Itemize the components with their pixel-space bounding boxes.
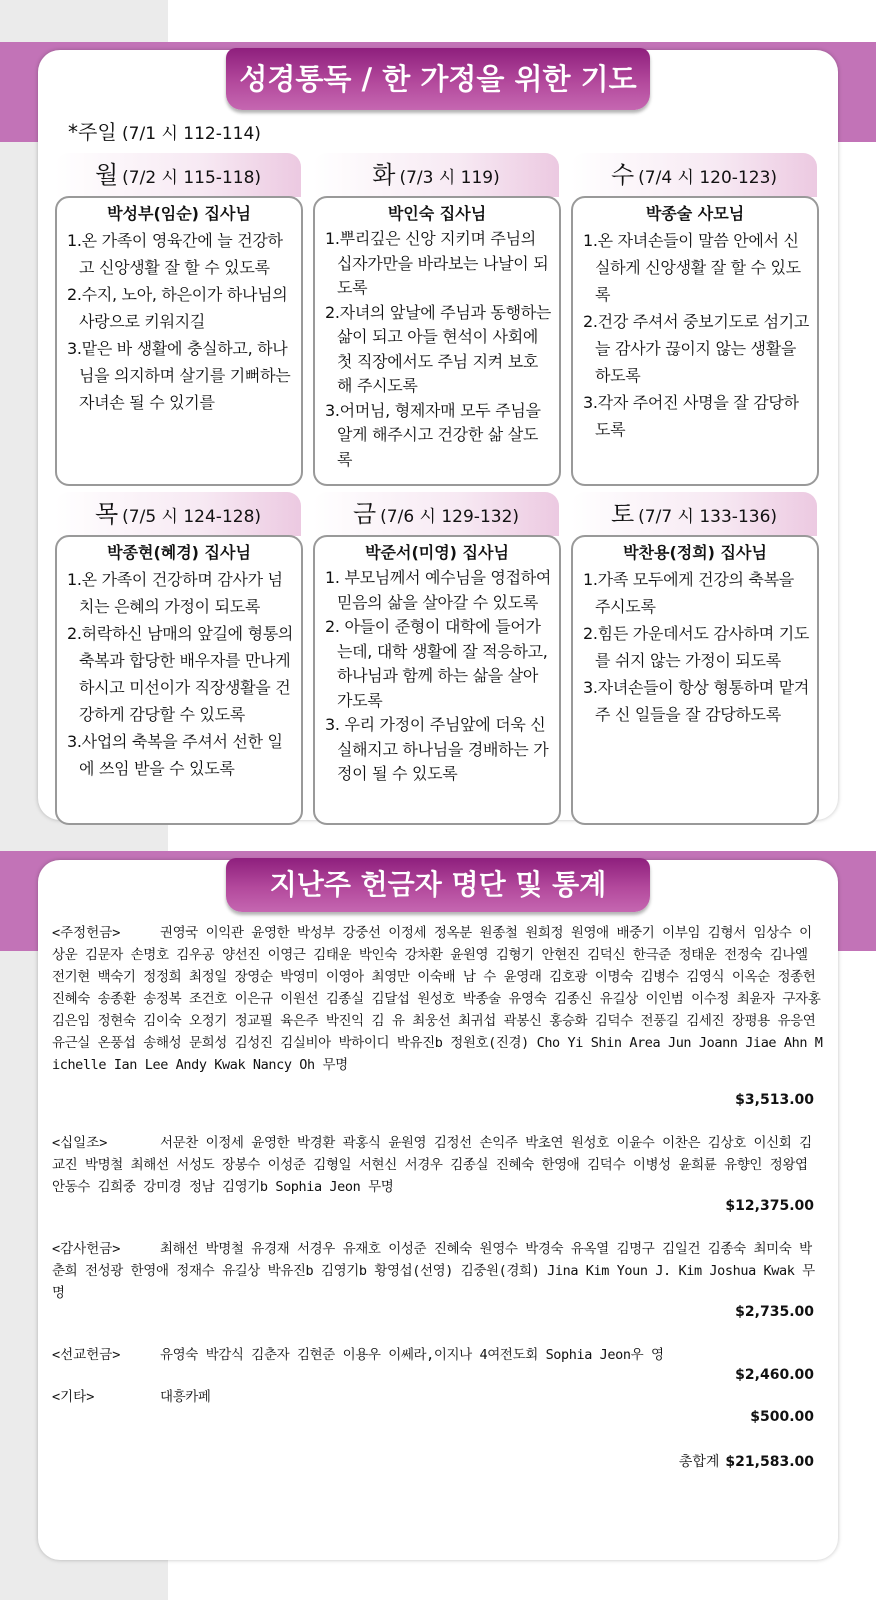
prayer-box-thu [55, 535, 303, 825]
donor-names: 서문찬 이정세 윤영한 박경환 곽홍식 윤원영 김정선 손익주 박초연 원성호 이윤수 이찬은 김상호 이신회 김교진 박명철 최해선 서성도 장봉수 이성준 김형일 서현신 서경우 김종실 진혜숙 한영애 김덕수 이병성 윤희륜 유향인 정왕엽 안동수 김희중 강미경 정남 김영기b Sophia Jeon 무명 [52, 1135, 812, 1195]
day-name: 수 [610, 161, 635, 189]
offering-group-mission [52, 1344, 824, 1366]
sunday-range: (7/1 시 112-114) [122, 124, 261, 144]
offering-total [679, 1451, 814, 1471]
prayer-person: 박인숙 집사님 [387, 204, 487, 223]
day-header-tue [313, 153, 559, 197]
offering-amount: $2,735.00 [735, 1304, 814, 1320]
prayer-box-wed [571, 196, 819, 486]
day-header-wed [571, 153, 817, 197]
prayer-item: 1.가족 모두에게 건강의 축복을 주시도록 [583, 570, 794, 616]
prayer-item: 1.온 가족이 영육간에 늘 건강하고 신앙생활 잘 할 수 있도록 [67, 231, 283, 277]
prayer-item: 1. 부모님께서 예수님을 영접하여 믿음의 삶을 살아갈 수 있도록 [325, 568, 552, 612]
prayer-box-mon [55, 196, 303, 486]
prayer-item: 3.각자 주어진 사명을 잘 감당하도록 [583, 393, 799, 439]
donor-names: 최해선 박명철 유경재 서경우 유재호 이성준 진혜숙 원영수 박경숙 유옥열 김명구 김일건 김종숙 최미숙 박춘희 전성광 한영애 정재수 유길상 박유진b 김영기b 황영섭(선영) 김중원(경희) Jina Kim Youn J. Kim Joshua Kwak 무명 [52, 1241, 815, 1301]
prayer-item: 2.힘든 가운데서도 감사하며 기도를 쉬지 않는 가정이 되도록 [583, 624, 810, 670]
prayer-box-sat [571, 535, 819, 825]
sunday-reading [68, 116, 261, 145]
day-range: (7/7 시 133-136) [638, 507, 778, 527]
donor-names: 대흥카페 [160, 1389, 211, 1405]
day-name: 금 [352, 500, 377, 528]
prayer-person: 박종술 사모님 [645, 204, 745, 223]
prayer-item: 2.건강 주셔서 중보기도로 섬기고 늘 감사가 끊이지 않는 생활을 하도록 [583, 312, 810, 385]
prayer-item: 3.자녀손들이 항상 형통하며 맡겨주 신 일들을 잘 감당하도록 [583, 678, 810, 724]
prayer-item: 2.허락하신 남매의 앞길에 형통의 축복과 합당한 배우자를 만나게 하시고 미선이가 직장생활을 건강하게 감당할 수 있도록 [67, 624, 294, 724]
offering-category: <기타> [52, 1389, 95, 1405]
day-range: (7/5 시 124-128) [122, 507, 262, 527]
prayer-item: 2.자녀의 앞날에 주님과 동행하는 삶이 되고 아들 현석이 사회에 첫 직장에서도 주님 지켜 보호해 주시도록 [325, 302, 552, 395]
prayer-person: 박성부(임순) 집사님 [107, 204, 251, 223]
prayer-box-fri [313, 535, 561, 825]
donor-names: 유영숙 박감식 김춘자 김현준 이용우 이쎄라,이지나 4여전도회 Sophia Jeon우 영 [160, 1347, 664, 1363]
day-range: (7/2 시 115-118) [122, 168, 262, 188]
prayer-item: 3.사업의 축복을 주셔서 선한 일에 쓰임 받을 수 있도록 [67, 732, 283, 778]
offering-amount: $3,513.00 [735, 1092, 814, 1108]
day-name: 월 [94, 161, 119, 189]
offering-group-tithe [52, 1132, 824, 1198]
day-header-thu [55, 492, 301, 536]
prayer-item: 2. 아들이 준형이 대학에 들어가는데, 대학 생활에 잘 적응하고, 하나님과 함께 하는 삶을 살아가도록 [325, 617, 548, 710]
offering-amount: $500.00 [750, 1409, 814, 1425]
prayer-item: 1.온 자녀손들이 말씀 안에서 신실하게 신앙생활 잘 할 수 있도록 [583, 231, 801, 304]
day-header-fri [313, 492, 559, 536]
prayer-person: 박찬용(정희) 집사님 [623, 543, 767, 562]
prayer-title: 성경통독 / 한 가정을 위한 기도 [226, 48, 650, 110]
day-range: (7/4 시 120-123) [638, 168, 778, 188]
offering-category: <십일조> [52, 1135, 108, 1151]
prayer-item: 2.수지, 노아, 하은이가 하나님의 사랑으로 키워지길 [67, 285, 288, 331]
day-name: 목 [94, 500, 119, 528]
offering-amount: $2,460.00 [735, 1367, 814, 1383]
prayer-item: 3.맡은 바 생활에 충실하고, 하나님을 의지하며 살기를 기뻐하는 자녀손 될 수 있기를 [67, 339, 291, 412]
day-range: (7/6 시 129-132) [380, 507, 520, 527]
day-name: 화 [372, 161, 396, 189]
offering-group-regular [52, 922, 824, 1076]
prayer-item: 1.뿌리깊은 신앙 지키며 주님의 십자가만을 바라보는 나날이 되도록 [325, 229, 549, 297]
prayer-item: 3.어머님, 형제자매 모두 주님을 알게 해주시고 건강한 삶 살도록 [325, 400, 541, 469]
day-header-sat [571, 492, 817, 536]
prayer-item: 1.온 가족이 건강하며 감사가 넘치는 은혜의 가정이 되도록 [67, 570, 283, 616]
prayer-person: 박종현(혜경) 집사님 [107, 543, 251, 562]
sunday-label: *주일 [68, 120, 117, 144]
offering-category: <선교헌금> [52, 1347, 121, 1363]
donor-names: 권영국 이익관 윤영한 박성부 강중선 이정세 정옥분 원종철 원희정 원영애 배중기 이부임 김형서 임상수 이상운 김문자 손명호 김우공 양선진 이영근 김태운 박인숙 강차환 윤원영 김형기 안현진 김덕신 한극준 정태운 전정숙 김나엘 전기현 백숙기 정정희 최정일 장영순 박영미 이영아 최영만 이숙배 남 수 윤영래 김호광 이명숙 김병수 김영식 이옥순 정종헌 진혜숙 송종환 송정복 조건호 이은규 이원선 김종실 김달섭 원성호 박종술 유영숙 김종신 유길상 이인범 이수정 최윤자 구자홍 김은임 정현숙 김이숙 오정기 정교필 육은주 박진익 김 유 최웅선 최귀섭 곽봉신 홍승화 김덕수 전풍길 김세진 장평용 유응연 유근실 온풍섭 송해성 문희성 김성진 김실비아 박하이디 박유진b 정원호(진경) Cho Yi Shin Area Jun Joann Jiae Ahn Michelle Ian Lee Andy Kwak Nancy Oh 무명 [52, 925, 823, 1073]
total-label: 총합계 [678, 1454, 720, 1470]
offering-group-thanks [52, 1238, 824, 1304]
prayer-person: 박준서(미영) 집사님 [365, 543, 509, 562]
offering-group-other [52, 1386, 824, 1408]
offering-amount: $12,375.00 [725, 1198, 814, 1214]
day-range: (7/3 시 119) [399, 168, 500, 188]
prayer-item: 3. 우리 가정이 주님앞에 더욱 신실해지고 하나님을 경배하는 가정이 될 수 있도록 [325, 715, 549, 783]
offering-category: <감사헌금> [52, 1241, 121, 1257]
prayer-box-tue [313, 196, 561, 486]
offering-category: <주정헌금> [52, 925, 121, 941]
offering-title: 지난주 헌금자 명단 및 통계 [226, 858, 650, 912]
day-header-mon [55, 153, 301, 197]
total-amount: $21,583.00 [725, 1454, 814, 1470]
day-name: 토 [610, 500, 635, 528]
